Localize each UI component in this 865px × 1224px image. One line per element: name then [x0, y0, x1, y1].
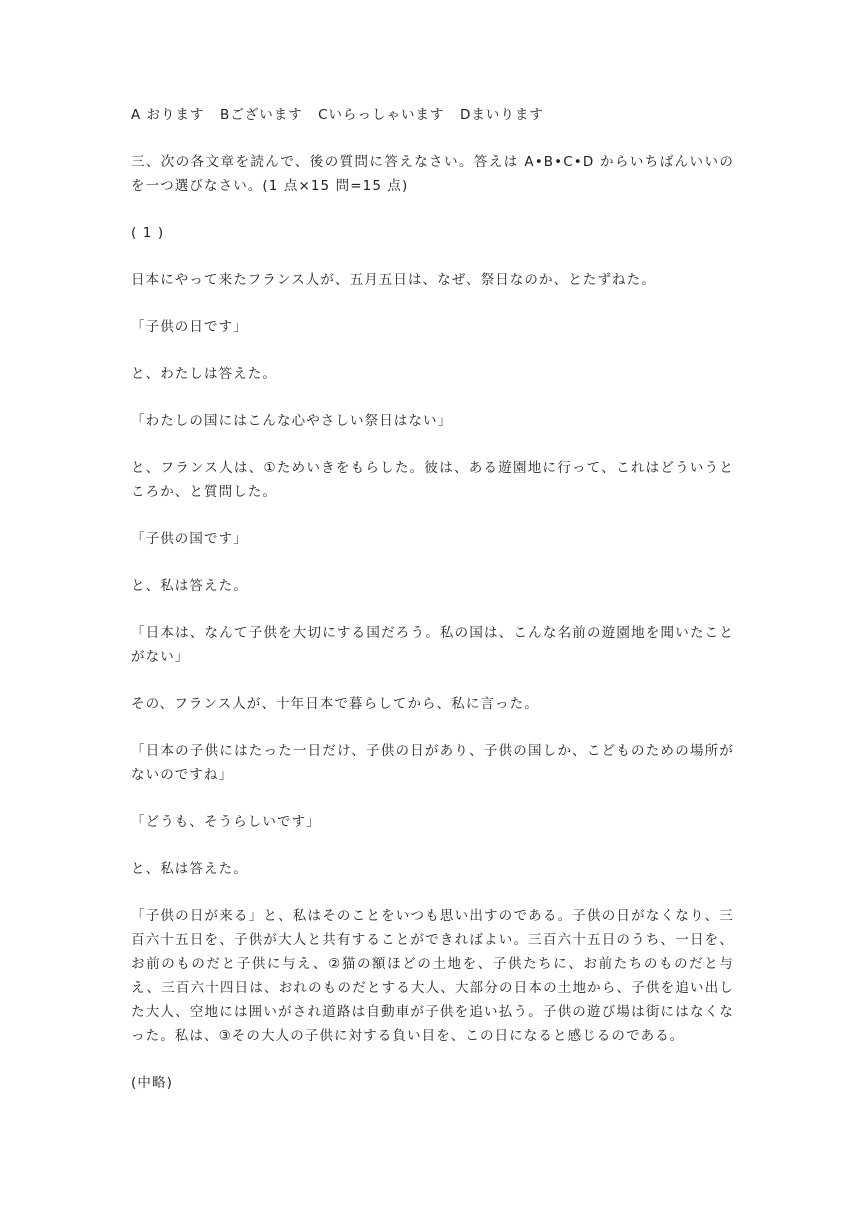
- paragraph: 「日本の子供にはたった一日だけ、子供の日があり、子供の国しか、こどものための場所がないのですね」: [131, 743, 734, 783]
- option-b: Bございます: [219, 107, 303, 123]
- option-d: Dまいります: [459, 107, 544, 123]
- passage-number: ( 1 ): [131, 225, 165, 241]
- document-page: [131, 103, 734, 1118]
- option-a: A おります: [131, 107, 205, 123]
- option-c: Cいらっしゃいます: [318, 107, 445, 123]
- paragraph: その、フランス人が、十年日本で暮らしてから、私に言った。: [131, 696, 539, 712]
- paragraph: 「わたしの国にはこんな心やさしい祭日はない」: [131, 413, 453, 429]
- paragraph: と、私は答えた。: [131, 861, 248, 877]
- paragraph: 「子供の日が来る」と、私はそのことをいつも思い出すのである。子供の日がなくなり、三百六十五日を、子供が大人と共有することができればよい。三百六十五日のうち、一日を、お前のものだと子供に与え、②猫の額ほどの土地を、子供たちに、お前たちのものだと与え、三百六十四日は、おれのものだとする大人、大部分の日本の土地から、子供を追い出した大人、空地には囲いがされ道路は自動車が子供を追い払う。子供の遊び場は街にはなくなった。私は、③その大人の子供に対する負い目を、この日になると感じるのである。: [131, 908, 734, 1044]
- paragraph: と、わたしは答えた。: [131, 366, 277, 382]
- omission-mark: (中略): [131, 1075, 173, 1091]
- paragraph: 「日本は、なんて子供を大切にする国だろう。私の国は、こんな名前の遊園地を聞いたことがない」: [131, 625, 734, 665]
- answer-options: [131, 103, 734, 127]
- paragraph: 「子供の国です」: [131, 531, 248, 547]
- paragraph: と、私は答えた。: [131, 578, 248, 594]
- paragraph: 「子供の日です」: [131, 319, 248, 335]
- paragraph: 日本にやって来たフランス人が、五月五日は、なぜ、祭日なのか、とたずねた。: [131, 272, 656, 288]
- paragraph: と、フランス人は、①ためいきをもらした。彼は、ある遊園地に行って、これはどういうところか、と質問した。: [131, 460, 734, 500]
- section-heading: 三、次の各文章を読んで、後の質問に答えなさい。答えは A•B•C•D からいちばんいいのを一つ選びなさい。(1 点×15 問=15 点): [131, 154, 734, 194]
- paragraph: 「どうも、そうらしいです」: [131, 814, 321, 830]
